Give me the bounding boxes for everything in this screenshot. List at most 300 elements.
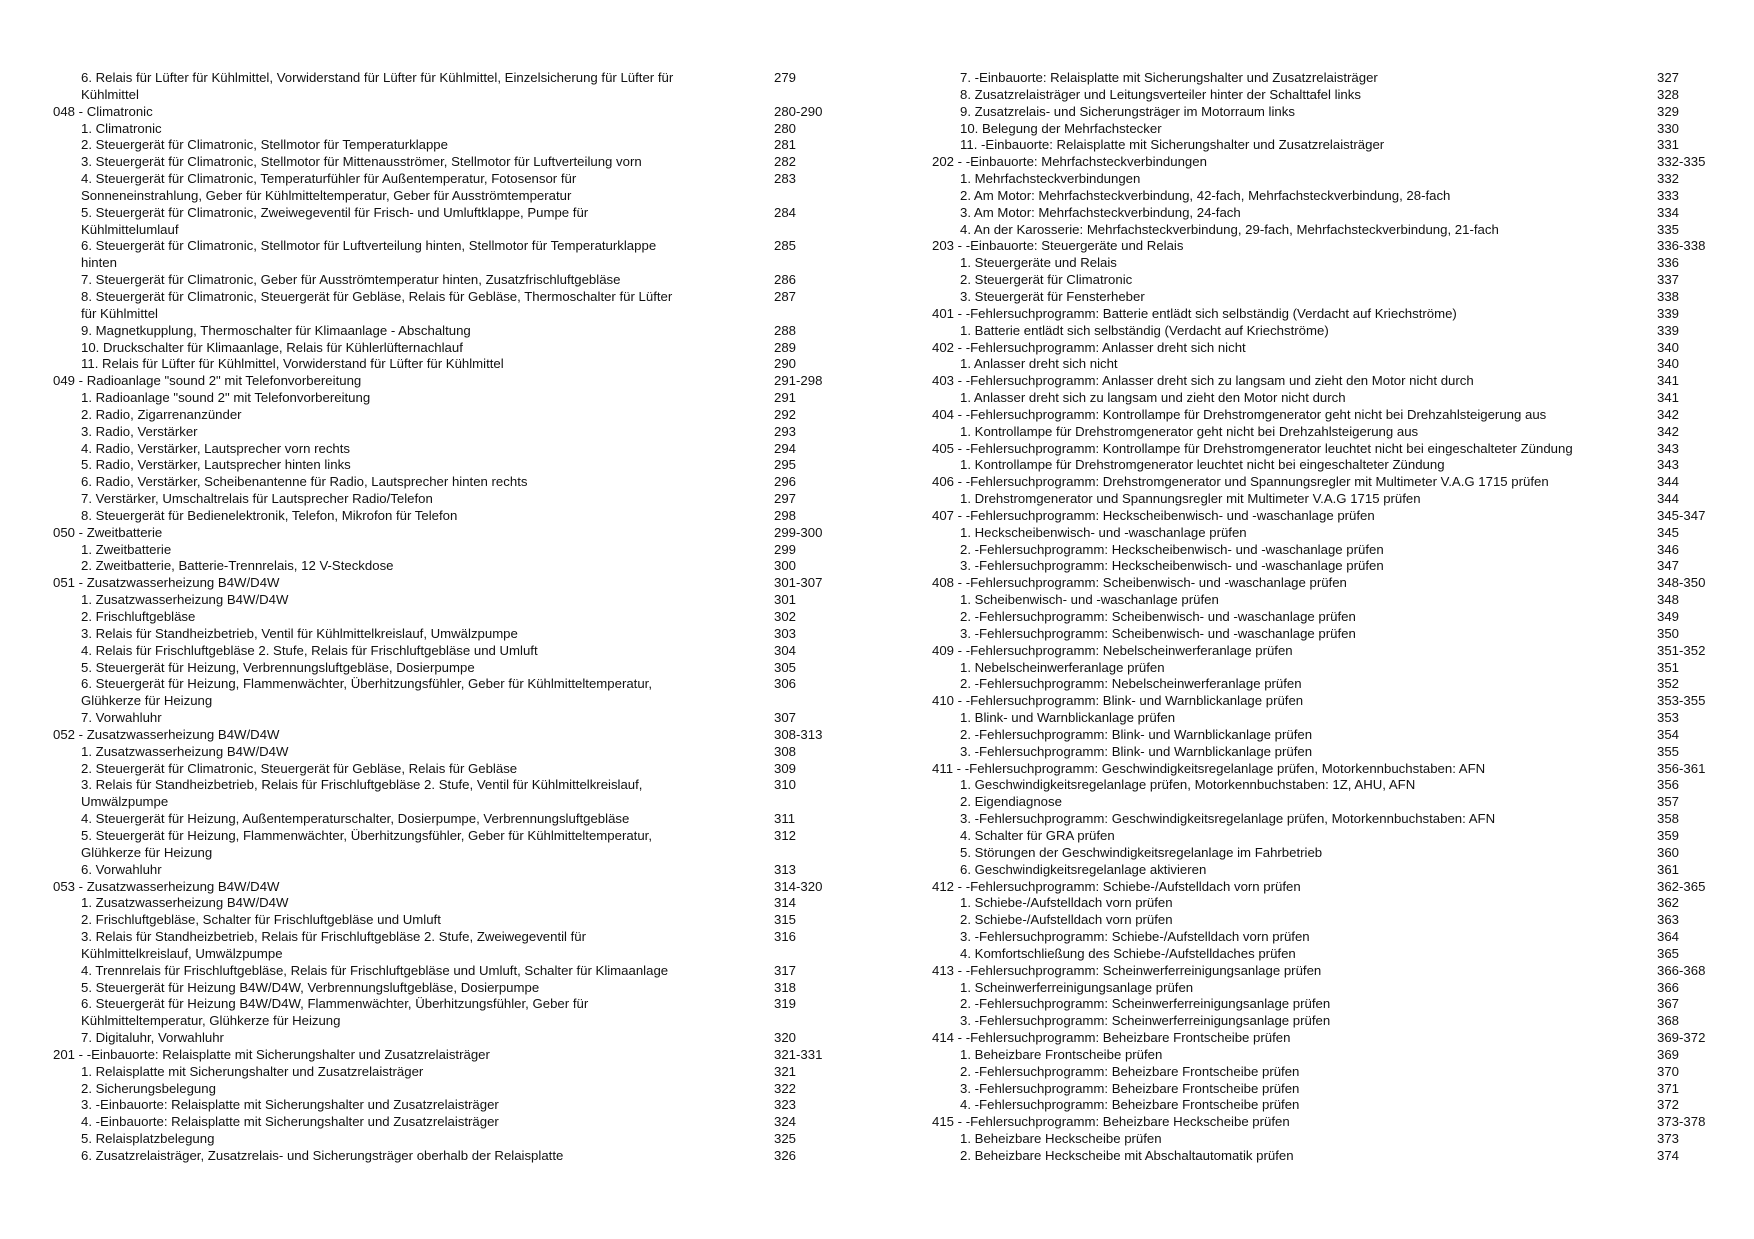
toc-entry-title: 8. Steuergerät für Climatronic, Steuergerät für Gebläse, Relais für Gebläse, Thermoschalter für Lüfter für Kühlmittel: [81, 288, 673, 321]
toc-entry[interactable]: [53, 1097, 843, 1114]
toc-entry-title: 1. Schiebe-/Aufstelldach vorn prüfen: [960, 895, 1173, 911]
toc-entry[interactable]: [53, 205, 843, 239]
toc-entry[interactable]: [932, 222, 1722, 239]
toc-entry[interactable]: [53, 710, 843, 727]
toc-entry[interactable]: [932, 491, 1722, 508]
toc-entry-title: 3. Steuergerät für Climatronic, Stellmotor für Mittenausströmer, Stellmotor für Luftverteilung vorn: [81, 154, 642, 170]
toc-entry-page: 294: [774, 440, 797, 456]
toc-entry-title: 1. Blink- und Warnblickanlage prüfen: [960, 710, 1176, 726]
toc-entry[interactable]: [53, 828, 843, 862]
toc-entry[interactable]: [53, 542, 843, 559]
toc-entry-title: 048 - Climatronic: [53, 103, 153, 119]
toc-entry-title: 11. -Einbauorte: Relaisplatte mit Sicherungshalter und Zusatzrelaisträger: [960, 137, 1385, 153]
toc-entry[interactable]: [932, 1013, 1722, 1030]
toc-entry-title: 10. Druckschalter für Klimaanlage, Relais für Kühlerlüfternachlauf: [81, 339, 463, 355]
toc-entry[interactable]: [53, 171, 843, 205]
toc-entry-page: 318: [774, 979, 797, 995]
toc-entry-title: 408 - -Fehlersuchprogramm: Scheibenwisch- und -waschanlage prüfen: [932, 575, 1347, 591]
toc-entry-page: 283: [774, 171, 797, 187]
toc-entry-title: 414 - -Fehlersuchprogramm: Beheizbare Frontscheibe prüfen: [932, 1030, 1291, 1046]
toc-entry-page: 314-320: [774, 878, 823, 894]
toc-entry-page: 290: [774, 356, 797, 372]
toc-entry-page: 369-372: [1657, 1030, 1706, 1046]
toc-section-entry[interactable]: [932, 441, 1722, 458]
toc-entry[interactable]: [53, 676, 843, 710]
toc-entry-title: 1. Batterie entlädt sich selbständig (Verdacht auf Kriechströme): [960, 322, 1329, 338]
toc-entry-page: 280: [774, 120, 797, 136]
toc-entry-page: 369: [1657, 1046, 1680, 1062]
toc-entry-title: 049 - Radioanlage "sound 2" mit Telefonvorbereitung: [53, 373, 362, 389]
toc-entry-page: 311: [774, 811, 796, 827]
toc-entry[interactable]: [53, 609, 843, 626]
toc-entry-page: 373: [1657, 1131, 1680, 1147]
toc-entry-title: 2. -Fehlersuchprogramm: Heckscheibenwisch- und -waschanlage prüfen: [960, 541, 1384, 557]
toc-section-entry[interactable]: [53, 1047, 843, 1064]
toc-entry[interactable]: [53, 811, 843, 828]
toc-entry-title: 203 - -Einbauorte: Steuergeräte und Relais: [932, 238, 1184, 254]
toc-entry-title: 2. -Fehlersuchprogramm: Nebelscheinwerferanlage prüfen: [960, 676, 1302, 692]
toc-entry-title: 1. Zusatzwasserheizung B4W/D4W: [81, 743, 289, 759]
toc-entry[interactable]: [932, 710, 1722, 727]
toc-entry[interactable]: [53, 121, 843, 138]
toc-entry-page: 329: [1657, 103, 1680, 119]
toc-entry[interactable]: [932, 390, 1722, 407]
toc-entry-title: 3. Am Motor: Mehrfachsteckverbindung, 24-fach: [960, 204, 1241, 220]
toc-entry-page: 348: [1657, 592, 1680, 608]
toc-entry-title: 202 - -Einbauorte: Mehrfachsteckverbindungen: [932, 154, 1207, 170]
toc-entry-title: 1. Heckscheibenwisch- und -waschanlage prüfen: [960, 524, 1247, 540]
toc-entry-page: 371: [1657, 1080, 1680, 1096]
toc-entry-title: 1. Beheizbare Frontscheibe prüfen: [960, 1046, 1163, 1062]
toc-entry-title: 4. -Fehlersuchprogramm: Beheizbare Frontscheibe prüfen: [960, 1097, 1300, 1113]
toc-entry-page: 345-347: [1657, 507, 1706, 523]
toc-entry[interactable]: [53, 323, 843, 340]
toc-entry[interactable]: [932, 558, 1722, 575]
toc-section-entry[interactable]: [53, 879, 843, 896]
toc-section-entry[interactable]: [932, 306, 1722, 323]
toc-entry-page: 332: [1657, 171, 1680, 187]
toc-entry-title: 5. Relaisplatzbelegung: [81, 1131, 215, 1147]
toc-entry-title: 407 - -Fehlersuchprogramm: Heckscheibenwisch- und -waschanlage prüfen: [932, 507, 1375, 523]
toc-entry-page: 339: [1657, 322, 1680, 338]
toc-entry[interactable]: [53, 407, 843, 424]
toc-entry-title: 4. Relais für Frischluftgebläse 2. Stufe, Relais für Frischluftgebläse und Umluft: [81, 642, 538, 658]
toc-entry-page: 368: [1657, 1013, 1680, 1029]
toc-entry-page: 330: [1657, 120, 1680, 136]
toc-entry-title: 5. Steuergerät für Heizung, Flammenwächter, Überhitzungsfühler, Geber für Kühlmitteltemperatur, Glühkerze für Heizung: [81, 827, 653, 860]
toc-entry-title: 3. -Fehlersuchprogramm: Geschwindigkeitsregelanlage prüfen, Motorkennbuchstaben: AFN: [960, 811, 1496, 827]
toc-section-entry[interactable]: [932, 373, 1722, 390]
toc-entry-title: 2. Eigendiagnose: [960, 794, 1062, 810]
toc-entry-page: 321-331: [774, 1046, 823, 1062]
toc-entry-title: 7. Vorwahluhr: [81, 710, 162, 726]
toc-entry-page: 289: [774, 339, 797, 355]
toc-entry-page: 340: [1657, 339, 1680, 355]
toc-entry[interactable]: [932, 87, 1722, 104]
toc-entry-title: 6. Relais für Lüfter für Kühlmittel, Vorwiderstand für Lüfter für Kühlmittel, Einzelsicherung für Lüfter für Kühlmittel: [81, 70, 674, 102]
toc-section-entry[interactable]: [932, 508, 1722, 525]
toc-entry-title: 1. Kontrollampe für Drehstromgenerator leuchtet nicht bei eingeschalteter Zündung: [960, 457, 1445, 473]
toc-entry-title: 4. An der Karosserie: Mehrfachsteckverbindung, 29-fach, Mehrfachsteckverbindung, 21-fach: [960, 221, 1499, 237]
toc-entry-title: 406 - -Fehlersuchprogramm: Drehstromgenerator und Spannungsregler mit Multimeter V.A.G 1715 prüfen: [932, 474, 1549, 490]
toc-entry-page: 356-361: [1657, 760, 1706, 776]
toc-entry-title: 051 - Zusatzwasserheizung B4W/D4W: [53, 575, 280, 591]
toc-entry-title: 4. Komfortschließung des Schiebe-/Aufstelldaches prüfen: [960, 945, 1296, 961]
toc-entry-title: 4. Radio, Verstärker, Lautsprecher vorn rechts: [81, 440, 351, 456]
toc-entry-title: 1. Kontrollampe für Drehstromgenerator geht nicht bei Drehzahlsteigerung aus: [960, 423, 1419, 439]
toc-entry-title: 4. -Einbauorte: Relaisplatte mit Sicherungshalter und Zusatzrelaisträger: [81, 1114, 499, 1130]
toc-entry[interactable]: [932, 1064, 1722, 1081]
toc-entry-page: 343: [1657, 457, 1680, 473]
toc-entry[interactable]: [53, 1114, 843, 1131]
toc-entry[interactable]: [932, 727, 1722, 744]
toc-entry-page: 309: [774, 760, 797, 776]
toc-entry[interactable]: [53, 660, 843, 677]
toc-entry-page: 282: [774, 154, 797, 170]
toc-entry-page: 344: [1657, 491, 1680, 507]
toc-entry-page: 307: [774, 710, 797, 726]
toc-entry[interactable]: [932, 1148, 1722, 1165]
toc-entry[interactable]: [53, 744, 843, 761]
toc-entry-page: 320: [774, 1030, 797, 1046]
toc-entry-page: 343: [1657, 440, 1680, 456]
toc-entry-title: 2. -Fehlersuchprogramm: Scheibenwisch- und -waschanlage prüfen: [960, 609, 1356, 624]
toc-entry-title: 6. Radio, Verstärker, Scheibenantenne für Radio, Lautsprecher hinten rechts: [81, 474, 528, 490]
toc-entry-title: 3. -Fehlersuchprogramm: Schiebe-/Aufstelldach vorn prüfen: [960, 929, 1310, 945]
toc-entry-title: 5. Steuergerät für Climatronic, Zweiwegeventil für Frisch- und Umluftklappe, Pumpe für Kühlmittelumlauf: [81, 204, 589, 237]
toc-entry-page: 362: [1657, 895, 1680, 911]
toc-entry-title: 7. -Einbauorte: Relaisplatte mit Sicherungshalter und Zusatzrelaisträger: [960, 70, 1378, 85]
toc-entry[interactable]: [53, 441, 843, 458]
toc-entry[interactable]: [53, 340, 843, 357]
toc-entry-page: 305: [774, 659, 797, 675]
toc-entry-page: 350: [1657, 625, 1680, 641]
toc-entry[interactable]: [932, 323, 1722, 340]
toc-entry[interactable]: [932, 272, 1722, 289]
toc-entry-title: 7. Verstärker, Umschaltrelais für Lautsprecher Radio/Telefon: [81, 491, 433, 507]
toc-entry[interactable]: [53, 643, 843, 660]
toc-entry-page: 352: [1657, 676, 1680, 692]
toc-entry-page: 354: [1657, 726, 1680, 742]
toc-entry[interactable]: [53, 980, 843, 997]
toc-entry-page: 335: [1657, 221, 1680, 237]
toc-entry[interactable]: [932, 424, 1722, 441]
toc-entry-page: 321: [774, 1063, 797, 1079]
toc-entry-page: 337: [1657, 272, 1680, 288]
toc-entry-title: 8. Steuergerät für Bedienelektronik, Telefon, Mikrofon für Telefon: [81, 507, 458, 523]
toc-entry[interactable]: [932, 676, 1722, 693]
toc-entry-page: 301-307: [774, 575, 823, 591]
toc-entry-page: 287: [774, 288, 797, 304]
toc-entry[interactable]: [932, 1131, 1722, 1148]
toc-entry-title: 402 - -Fehlersuchprogramm: Anlasser dreht sich nicht: [932, 339, 1246, 355]
toc-entry-title: 7. Steuergerät für Climatronic, Geber für Ausströmtemperatur hinten, Zusatzfrischluftgebläse: [81, 272, 621, 288]
toc-entry-page: 341: [1657, 390, 1680, 406]
toc-entry-title: 053 - Zusatzwasserheizung B4W/D4W: [53, 878, 280, 894]
toc-entry[interactable]: [932, 525, 1722, 542]
toc-entry-page: 336: [1657, 255, 1680, 271]
toc-entry-title: 3. Steuergerät für Fensterheber: [960, 288, 1145, 304]
toc-entry-title: 1. Scheinwerferreinigungsanlage prüfen: [960, 979, 1194, 995]
toc-section-entry[interactable]: [53, 373, 843, 390]
toc-entry-title: 403 - -Fehlersuchprogramm: Anlasser dreht sich zu langsam und zieht den Motor nicht durch: [932, 373, 1474, 389]
toc-entry-title: 1. Scheibenwisch- und -waschanlage prüfen: [960, 592, 1219, 608]
toc-entry[interactable]: [53, 356, 843, 373]
toc-entry-title: 1. Zweitbatterie: [81, 541, 172, 557]
toc-entry-page: 302: [774, 609, 797, 624]
toc-entry[interactable]: [53, 558, 843, 575]
toc-entry-title: 2. Steuergerät für Climatronic: [960, 272, 1133, 288]
toc-entry-title: 2. Frischluftgebläse: [81, 609, 196, 624]
toc-entry-title: 401 - -Fehlersuchprogramm: Batterie entlädt sich selbständig (Verdacht auf Kriechströme): [932, 305, 1457, 321]
toc-entry[interactable]: [53, 912, 843, 929]
toc-section-entry[interactable]: [932, 643, 1722, 660]
toc-section-entry[interactable]: [932, 963, 1722, 980]
toc-entry[interactable]: [932, 289, 1722, 306]
toc-entry[interactable]: [932, 188, 1722, 205]
toc-section-entry[interactable]: [932, 1114, 1722, 1131]
toc-entry-page: 331: [1657, 137, 1680, 153]
toc-entry[interactable]: [53, 238, 843, 272]
toc-entry-page: 328: [1657, 86, 1680, 102]
toc-entry[interactable]: [932, 137, 1722, 154]
toc-entry-title: 2. Frischluftgebläse, Schalter für Frischluftgebläse und Umluft: [81, 912, 441, 928]
toc-entry-page: 356: [1657, 777, 1680, 793]
toc-entry-title: 413 - -Fehlersuchprogramm: Scheinwerferreinigungsanlage prüfen: [932, 962, 1322, 978]
toc-entry-page: 344: [1657, 474, 1680, 490]
toc-entry[interactable]: [53, 1064, 843, 1081]
toc-section-entry[interactable]: [53, 727, 843, 744]
toc-entry[interactable]: [53, 154, 843, 171]
toc-entry[interactable]: [932, 862, 1722, 879]
toc-entry-page: 353: [1657, 710, 1680, 726]
toc-section-entry[interactable]: [932, 154, 1722, 171]
toc-entry-page: 303: [774, 625, 797, 641]
toc-entry-title: 2. -Fehlersuchprogramm: Scheinwerferreinigungsanlage prüfen: [960, 996, 1331, 1012]
toc-section-entry[interactable]: [932, 693, 1722, 710]
toc-entry-page: 312: [774, 827, 797, 843]
toc-entry-title: 6. Zusatzrelaisträger, Zusatzrelais- und Sicherungsträger oberhalb der Relaisplatte: [81, 1148, 564, 1163]
toc-entry-title: 411 - -Fehlersuchprogramm: Geschwindigkeitsregelanlage prüfen, Motorkennbuchstaben: AFN: [932, 760, 1486, 776]
toc-entry[interactable]: [932, 895, 1722, 912]
toc-entry-title: 3. -Einbauorte: Relaisplatte mit Sicherungshalter und Zusatzrelaisträger: [81, 1097, 499, 1113]
toc-entry-page: 304: [774, 642, 797, 658]
toc-entry-title: 3. Relais für Standheizbetrieb, Relais für Frischluftgebläse 2. Stufe, Zweiwegeventil für Kühlmittelkreislauf, Umwälzpumpe: [81, 929, 587, 961]
toc-entry[interactable]: [932, 457, 1722, 474]
toc-entry-page: 299-300: [774, 524, 823, 540]
toc-entry-title: 11. Relais für Lüfter für Kühlmittel, Vorwiderstand für Lüfter für Kühlmittel: [81, 356, 504, 372]
toc-entry[interactable]: [932, 255, 1722, 272]
toc-entry-title: 404 - -Fehlersuchprogramm: Kontrollampe für Drehstromgenerator geht nicht bei Drehzahlsteigerung aus: [932, 406, 1547, 422]
toc-entry[interactable]: [932, 205, 1722, 222]
toc-entry[interactable]: [53, 1030, 843, 1047]
toc-entry-page: 317: [774, 962, 797, 978]
toc-entry-page: 366-368: [1657, 962, 1706, 978]
toc-column-left: [53, 70, 843, 1165]
toc-section-entry[interactable]: [53, 575, 843, 592]
toc-entry-page: 279: [774, 70, 797, 85]
toc-section-entry[interactable]: [932, 575, 1722, 592]
toc-entry-title: 2. Radio, Zigarrenanzünder: [81, 406, 242, 422]
toc-entry[interactable]: [53, 1148, 843, 1165]
toc-entry-title: 3. Relais für Standheizbetrieb, Ventil für Kühlmittelkreislauf, Umwälzpumpe: [81, 625, 518, 641]
toc-entry-page: 342: [1657, 423, 1680, 439]
toc-entry-title: 5. Steuergerät für Heizung B4W/D4W, Verbrennungsluftgebläse, Dosierpumpe: [81, 979, 540, 995]
toc-section-entry[interactable]: [932, 238, 1722, 255]
toc-entry-page: 342: [1657, 406, 1680, 422]
toc-section-entry[interactable]: [932, 1030, 1722, 1047]
toc-entry-page: 373-378: [1657, 1114, 1706, 1130]
toc-entry[interactable]: [932, 811, 1722, 828]
toc-entry-page: 341: [1657, 373, 1680, 389]
toc-entry[interactable]: [932, 660, 1722, 677]
toc-entry-title: 6. Geschwindigkeitsregelanlage aktivieren: [960, 861, 1207, 877]
toc-entry[interactable]: [932, 542, 1722, 559]
toc-entry-page: 361: [1657, 861, 1680, 877]
toc-entry-title: 4. Schalter für GRA prüfen: [960, 827, 1115, 843]
toc-entry[interactable]: [53, 862, 843, 879]
toc-entry-title: 2. Zweitbatterie, Batterie-Trennrelais, 12 V-Steckdose: [81, 558, 394, 574]
toc-entry-page: 336-338: [1657, 238, 1706, 254]
toc-entry[interactable]: [932, 794, 1722, 811]
toc-entry[interactable]: [53, 761, 843, 778]
toc-entry[interactable]: [932, 828, 1722, 845]
toc-entry-page: 297: [774, 491, 797, 507]
toc-entry[interactable]: [53, 491, 843, 508]
toc-entry[interactable]: [53, 963, 843, 980]
toc-entry-title: 2. -Fehlersuchprogramm: Beheizbare Frontscheibe prüfen: [960, 1063, 1300, 1079]
toc-entry[interactable]: [53, 592, 843, 609]
toc-entry[interactable]: [932, 845, 1722, 862]
toc-entry[interactable]: [53, 424, 843, 441]
toc-entry[interactable]: [53, 272, 843, 289]
toc-entry[interactable]: [932, 356, 1722, 373]
toc-entry[interactable]: [932, 609, 1722, 626]
toc-entry[interactable]: [932, 946, 1722, 963]
toc-entry-title: 052 - Zusatzwasserheizung B4W/D4W: [53, 726, 280, 742]
toc-entry-page: 334: [1657, 204, 1680, 220]
toc-entry[interactable]: [53, 1081, 843, 1098]
toc-entry[interactable]: [932, 626, 1722, 643]
toc-entry[interactable]: [53, 777, 843, 811]
toc-entry[interactable]: [932, 777, 1722, 794]
toc-entry[interactable]: [932, 171, 1722, 188]
toc-entry-page: 310: [774, 777, 797, 793]
toc-entry[interactable]: [53, 457, 843, 474]
toc-entry-page: 357: [1657, 794, 1680, 810]
toc-entry-title: 5. Störungen der Geschwindigkeitsregelanlage im Fahrbetrieb: [960, 844, 1323, 860]
toc-entry[interactable]: [53, 626, 843, 643]
toc-entry-page: 358: [1657, 811, 1680, 827]
toc-entry[interactable]: [932, 1097, 1722, 1114]
toc-entry-title: 8. Zusatzrelaisträger und Leitungsverteiler hinter der Schalttafel links: [960, 86, 1361, 102]
toc-entry-page: 291: [774, 390, 797, 406]
toc-entry-title: 3. Relais für Standheizbetrieb, Relais für Frischluftgebläse 2. Stufe, Ventil für Kühlmittelkreislauf, Umwälzpumpe: [81, 777, 643, 810]
toc-entry[interactable]: [53, 137, 843, 154]
toc-entry-page: 299: [774, 541, 797, 557]
toc-entry-page: 292: [774, 406, 797, 422]
toc-entry[interactable]: [53, 929, 843, 963]
toc-section-entry[interactable]: [932, 407, 1722, 424]
toc-entry-page: 313: [774, 861, 797, 877]
toc-entry-page: 308-313: [774, 726, 823, 742]
toc-entry-page: 366: [1657, 979, 1680, 995]
toc-entry[interactable]: [932, 592, 1722, 609]
toc-section-entry[interactable]: [53, 104, 843, 121]
toc-entry-page: 280-290: [774, 103, 823, 119]
toc-entry-page: 326: [774, 1148, 797, 1163]
toc-entry[interactable]: [53, 895, 843, 912]
toc-entry[interactable]: [932, 104, 1722, 121]
toc-entry[interactable]: [932, 980, 1722, 997]
toc-entry[interactable]: [932, 121, 1722, 138]
toc-entry-title: 405 - -Fehlersuchprogramm: Kontrollampe für Drehstromgenerator leuchtet nicht bei eingeschalteter Zündung: [932, 440, 1573, 456]
toc-section-entry[interactable]: [932, 879, 1722, 896]
toc-entry-title: 6. Steuergerät für Climatronic, Stellmotor für Luftverteilung hinten, Stellmotor für Temperaturklappe hinten: [81, 238, 657, 271]
toc-entry[interactable]: [53, 289, 843, 323]
toc-entry[interactable]: [932, 1081, 1722, 1098]
toc-entry-title: 3. -Fehlersuchprogramm: Heckscheibenwisch- und -waschanlage prüfen: [960, 558, 1384, 574]
toc-entry-title: 1. Beheizbare Heckscheibe prüfen: [960, 1131, 1162, 1147]
toc-entry[interactable]: [53, 390, 843, 407]
toc-entry-title: 3. -Fehlersuchprogramm: Blink- und Warnblickanlage prüfen: [960, 743, 1313, 759]
toc-section-entry[interactable]: [53, 525, 843, 542]
toc-entry-title: 2. Sicherungsbelegung: [81, 1080, 216, 1096]
toc-entry-page: 285: [774, 238, 797, 254]
toc-entry-page: 365: [1657, 945, 1680, 961]
toc-entry-title: 6. Steuergerät für Heizung B4W/D4W, Flammenwächter, Überhitzungsfühler, Geber für Kühlmitteltemperatur, Glühkerze für Heizung: [81, 996, 589, 1029]
toc-entry-page: 322: [774, 1080, 797, 1096]
toc-entry-title: 201 - -Einbauorte: Relaisplatte mit Sicherungshalter und Zusatzrelaisträger: [53, 1046, 490, 1062]
toc-section-entry[interactable]: [932, 761, 1722, 778]
toc-entry[interactable]: [932, 929, 1722, 946]
toc-entry-page: 353-355: [1657, 693, 1706, 709]
toc-entry-page: 324: [774, 1114, 797, 1130]
toc-entry-page: 319: [774, 996, 797, 1012]
toc-entry[interactable]: [932, 1047, 1722, 1064]
toc-entry[interactable]: [53, 508, 843, 525]
toc-entry-title: 3. -Fehlersuchprogramm: Scheibenwisch- und -waschanlage prüfen: [960, 625, 1356, 641]
toc-entry-page: 349: [1657, 609, 1680, 624]
toc-entry-page: 355: [1657, 743, 1680, 759]
toc-entry-title: 1. Nebelscheinwerferanlage prüfen: [960, 659, 1165, 675]
toc-section-entry[interactable]: [932, 340, 1722, 357]
toc-entry[interactable]: [932, 996, 1722, 1013]
toc-entry[interactable]: [53, 474, 843, 491]
toc-entry-page: 339: [1657, 305, 1680, 321]
toc-entry[interactable]: [53, 1131, 843, 1148]
toc-entry[interactable]: [53, 70, 843, 104]
toc-entry-title: 10. Belegung der Mehrfachstecker: [960, 120, 1162, 136]
toc-entry[interactable]: [932, 744, 1722, 761]
toc-entry[interactable]: [53, 996, 843, 1030]
toc-entry-title: 4. Trennrelais für Frischluftgebläse, Relais für Frischluftgebläse und Umluft, Schalter für Klimaanlage: [81, 962, 669, 978]
toc-entry-page: 348-350: [1657, 575, 1706, 591]
toc-section-entry[interactable]: [932, 474, 1722, 491]
toc-entry-title: 1. Geschwindigkeitsregelanlage prüfen, Motorkennbuchstaben: 1Z, AHU, AFN: [960, 777, 1416, 793]
toc-entry-page: 372: [1657, 1097, 1680, 1113]
toc-entry-title: 2. Am Motor: Mehrfachsteckverbindung, 42-fach, Mehrfachsteckverbindung, 28-fach: [960, 187, 1451, 203]
toc-entry-title: 410 - -Fehlersuchprogramm: Blink- und Warnblickanlage prüfen: [932, 693, 1304, 709]
toc-entry-page: 347: [1657, 558, 1680, 574]
toc-entry-title: 2. Beheizbare Heckscheibe mit Abschaltautomatik prüfen: [960, 1148, 1294, 1163]
toc-entry-page: 298: [774, 507, 797, 523]
toc-entry[interactable]: [932, 70, 1722, 87]
toc-entry-title: 412 - -Fehlersuchprogramm: Schiebe-/Aufstelldach vorn prüfen: [932, 878, 1301, 894]
toc-entry[interactable]: [932, 912, 1722, 929]
toc-entry-page: 360: [1657, 844, 1680, 860]
toc-entry-page: 286: [774, 272, 797, 288]
